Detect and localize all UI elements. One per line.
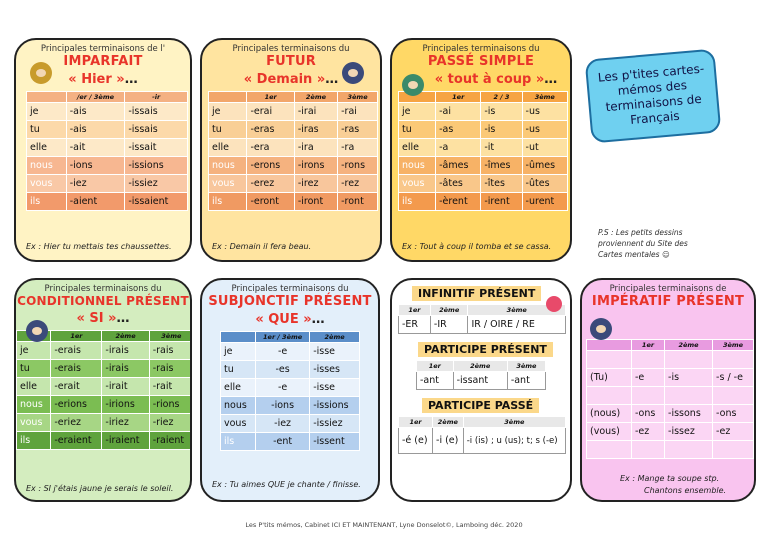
pronoun: je: [221, 343, 256, 361]
empty-cell: [713, 351, 754, 369]
infinitif-title: INFINITIF PRÉSENT: [412, 286, 541, 301]
ending: -ions: [66, 157, 125, 175]
ending: -irent: [481, 193, 522, 211]
pronoun: nous: [221, 397, 256, 415]
ending: -es: [256, 361, 310, 379]
empty-cell: [665, 441, 713, 459]
ending: -it: [481, 139, 522, 157]
pronoun: vous: [17, 414, 51, 432]
header-cell: 2ème: [102, 331, 149, 342]
ending: -irais: [102, 360, 149, 378]
ending: -ai: [436, 103, 481, 121]
header-cell: 1er: [417, 361, 454, 372]
header-cell: 1er: [247, 92, 294, 103]
conjugation-table: [220, 331, 360, 451]
ending: -ez: [631, 423, 664, 441]
ending: -iront: [294, 193, 337, 211]
pronoun: ils: [17, 432, 51, 450]
subjonctif-card: Principales terminaisons du SUBJONCTIF PRÉSENT « QUE »… 1er / 3ème 2ème je -e -isse tu -es -isses elle -e -isse nous -ions -issions vous -iez -issiez ils -ent -issent Ex : Tu aimes QUE je chante / finisse.: [200, 278, 380, 502]
ending: -issions: [125, 157, 188, 175]
conditionnel-card: Principales terminaisons du CONDITIONNEL PRÉSENT « SI »… 1er 2ème 3ème je -erais -irais -rais tu -erais -irais -rais elle -erait -irait -rait nous -erions -irions -rions vous -eriez -iriez -riez ils -eraient -iraient -raient Ex : SI j'étais jaune je serais le soleil.: [14, 278, 192, 502]
ending: -âtes: [436, 175, 481, 193]
futur-card: Principales terminaisons du FUTUR « Demain »… 1er 2ème 3ème je -erai -irai -rai tu -eras -iras -ras elle -era -ira -ra nous -erons -irons -rons vous -erez -irez -rez ils -eront -iront -ront Ex : Demain il fera beau.: [200, 38, 382, 262]
pronoun: vous: [221, 415, 256, 433]
header-cell: 3ème: [463, 417, 565, 428]
conjugation-table: [16, 330, 192, 450]
ending: -rais: [149, 342, 192, 360]
card-example: Chantons ensemble.: [644, 486, 727, 495]
ending: -irait: [102, 378, 149, 396]
pronoun: vous: [209, 175, 247, 193]
conjugation-table: [586, 339, 754, 459]
card-example: Ex : SI j'étais jaune je serais le soleil.: [26, 484, 174, 493]
ending: -eras: [247, 121, 294, 139]
ending: -ira: [294, 139, 337, 157]
ending: -iez: [256, 415, 310, 433]
ending: -us: [522, 121, 567, 139]
header-cell: 2ème: [453, 361, 507, 372]
mascot-icon: [402, 74, 424, 96]
ending: -ant: [507, 372, 545, 390]
pronoun: elle: [399, 139, 436, 157]
ending: -is: [665, 369, 713, 387]
passe-simple-card: Principales terminaisons du PASSÉ SIMPLE « tout à coup »… 1er 2 / 3 3ème je -ai -is -us tu -as -is -us elle -a -it -ut nous -âmes -îmes -ûmes vous -âtes -îtes -ûtes ils -èrent -irent -urent Ex : Tout à coup il tomba et se cassa.: [390, 38, 572, 262]
empty-cell: [713, 441, 754, 459]
ending: -e: [256, 379, 310, 397]
ending: -issaient: [125, 193, 188, 211]
ending: -erais: [51, 342, 102, 360]
ending: -era: [247, 139, 294, 157]
pirate-mascot-icon: [30, 62, 52, 84]
card-title: IMPARFAIT: [63, 54, 143, 69]
ending: -urent: [522, 193, 567, 211]
pronoun: elle: [17, 378, 51, 396]
card-title: PASSÉ SIMPLE: [427, 54, 535, 69]
pronoun: nous: [27, 157, 67, 175]
header-cell: 3ème: [507, 361, 545, 372]
pink-bird-icon: [546, 296, 562, 312]
header-cell: 2 / 3: [481, 92, 522, 103]
ending: -erez: [247, 175, 294, 193]
header-cell: 2ème: [665, 340, 713, 351]
ending: -s / -e: [713, 369, 754, 387]
ending: -iras: [294, 121, 337, 139]
pronoun: je: [27, 103, 67, 121]
ending: -iez: [66, 175, 125, 193]
card-title: IMPÉRATIF PRÉSENT: [591, 294, 745, 309]
ending: -erais: [51, 360, 102, 378]
ending: -irons: [294, 157, 337, 175]
pronoun: je: [399, 103, 436, 121]
empty-cell: [587, 441, 632, 459]
card-example: Ex : Hier tu mettais tes chaussettes.: [26, 242, 172, 251]
header-cell: [587, 340, 632, 351]
ending: -issent: [310, 433, 360, 451]
empty-cell: [631, 351, 664, 369]
ending: -irez: [294, 175, 337, 193]
card-subtitle: Principales terminaisons du: [422, 44, 540, 54]
ending: -issais: [125, 121, 188, 139]
card-example: Ex : Tout à coup il tomba et se cassa.: [402, 242, 552, 251]
empty-cell: [587, 351, 632, 369]
ending: -isse: [310, 343, 360, 361]
ending: -raient: [149, 432, 192, 450]
ending: -rait: [149, 378, 192, 396]
ending: IR / OIRE / RE: [468, 316, 566, 334]
pronoun: ils: [221, 433, 256, 451]
ending: -rais: [149, 360, 192, 378]
ending: -is: [481, 103, 522, 121]
participe-present-table: [416, 360, 546, 390]
pronoun: elle: [221, 379, 256, 397]
ending: -as: [436, 121, 481, 139]
ending: -erai: [247, 103, 294, 121]
ending: -irai: [294, 103, 337, 121]
header-cell: 3ème: [338, 92, 378, 103]
card-keyword: « QUE »: [255, 312, 312, 327]
header-cell: 1er: [399, 417, 433, 428]
ending: -erons: [247, 157, 294, 175]
ending: -ras: [338, 121, 378, 139]
header-cell: 2ème: [433, 417, 464, 428]
header-cell: 3ème: [149, 331, 192, 342]
ending: -issait: [125, 139, 188, 157]
ending: -a: [436, 139, 481, 157]
pronoun: elle: [27, 139, 67, 157]
header-cell: 3ème: [713, 340, 754, 351]
ending: -issons: [665, 405, 713, 423]
participe-passe-title: PARTICIPE PASSÉ: [422, 398, 539, 413]
imparfait-card: Principales terminaisons de l' IMPARFAIT « Hier »… /er / 3ème -ir je -ais -issais tu -ais -issais elle -ait -issait nous -ions -issions vous -iez -issiez ils -aient -issaient Ex : Hier tu mettais tes chaussettes.: [14, 38, 192, 262]
ending: -ons: [631, 405, 664, 423]
ending: -isses: [310, 361, 360, 379]
ending: -is: [481, 121, 522, 139]
ending: -é (e): [399, 428, 433, 454]
ending: -rai: [338, 103, 378, 121]
card-example: Ex : Demain il fera beau.: [212, 242, 312, 251]
ending: -e: [631, 369, 664, 387]
ending: -e: [256, 343, 310, 361]
ending: -erions: [51, 396, 102, 414]
ending: -rons: [338, 157, 378, 175]
pronoun: tu: [221, 361, 256, 379]
conjugation-table: [26, 91, 188, 211]
pronoun: nous: [209, 157, 247, 175]
ending: -eraient: [51, 432, 102, 450]
card-title: SUBJONCTIF PRÉSENT: [208, 294, 372, 309]
ending: -âmes: [436, 157, 481, 175]
header-cell: 1er: [51, 331, 102, 342]
card-keyword: « SI »: [76, 311, 117, 326]
ending: -rez: [338, 175, 378, 193]
ending: -issiez: [310, 415, 360, 433]
mascot-icon: [590, 318, 612, 340]
header-cell: 1er / 3ème: [256, 332, 310, 343]
ending: -riez: [149, 414, 192, 432]
header-cell: 1er: [631, 340, 664, 351]
pronoun: vous: [27, 175, 67, 193]
ending: -issant: [453, 372, 507, 390]
empty-cell: [631, 387, 664, 405]
ending: -issions: [310, 397, 360, 415]
ending: -iraient: [102, 432, 149, 450]
empty-cell: [631, 441, 664, 459]
infinitif-table: [398, 304, 566, 334]
imperatif-card: [580, 278, 756, 502]
ending: -ant: [417, 372, 454, 390]
pronoun: nous: [399, 157, 436, 175]
ending: -irais: [102, 342, 149, 360]
pronoun: je: [17, 342, 51, 360]
pronoun: ils: [399, 193, 436, 211]
pronoun: nous: [17, 396, 51, 414]
ending: -eriez: [51, 414, 102, 432]
header-cell: [221, 332, 256, 343]
collection-title-card: Les p'tites cartes-mémos des terminaisons de Français: [585, 48, 722, 143]
conjugation-table: [398, 91, 568, 211]
card-title: CONDITIONNEL PRÉSENT: [17, 294, 189, 308]
ending: -isse: [310, 379, 360, 397]
empty-cell: [713, 387, 754, 405]
header-cell: 2ème: [430, 305, 468, 316]
header-cell: 2ème: [294, 92, 337, 103]
card-subtitle: Principales terminaisons du: [44, 284, 162, 294]
empty-cell: [665, 387, 713, 405]
pronoun: tu: [27, 121, 67, 139]
ending: -îmes: [481, 157, 522, 175]
empty-cell: [665, 351, 713, 369]
card-subtitle: Principales terminaisons du: [232, 44, 350, 54]
header-cell: 3ème: [468, 305, 566, 316]
ending: -i (is) ; u (us); t; s (-e): [463, 428, 565, 454]
ending: -us: [522, 103, 567, 121]
ending: -IR: [430, 316, 468, 334]
credits-note: P.S : Les petits dessins proviennent du Site des Cartes mentales ☺: [598, 228, 688, 259]
ending: -ER: [399, 316, 431, 334]
ending: -ront: [338, 193, 378, 211]
pronoun: elle: [209, 139, 247, 157]
ending: -ent: [256, 433, 310, 451]
header-cell: -ir: [125, 92, 188, 103]
empty-cell: [587, 387, 632, 405]
pronoun: ils: [209, 193, 247, 211]
header-cell: 1er: [399, 305, 431, 316]
mascot-icon: [26, 320, 48, 342]
card-keyword: « Demain »: [243, 72, 326, 87]
header-cell: [209, 92, 247, 103]
pronoun: vous: [399, 175, 436, 193]
pronoun: tu: [399, 121, 436, 139]
ending: -ions: [256, 397, 310, 415]
ending: -irions: [102, 396, 149, 414]
pronoun: je: [209, 103, 247, 121]
header-cell: 1er: [436, 92, 481, 103]
header-cell: 2ème: [310, 332, 360, 343]
card-example: Ex : Mange ta soupe stp.: [620, 474, 720, 483]
ending: -ez: [713, 423, 754, 441]
ending: -issais: [125, 103, 188, 121]
ending: -issez: [665, 423, 713, 441]
pronoun: tu: [17, 360, 51, 378]
card-subtitle: Principales terminaisons de: [609, 284, 727, 294]
ending: -ait: [66, 139, 125, 157]
pronoun: (Tu): [587, 369, 632, 387]
header-cell: 3ème: [522, 92, 567, 103]
ending: -ons: [713, 405, 754, 423]
ending: -erait: [51, 378, 102, 396]
card-example: Ex : Tu aimes QUE je chante / finisse.: [212, 480, 361, 489]
ending: -ais: [66, 121, 125, 139]
card-title: FUTUR: [266, 54, 316, 69]
ending: -i (e): [433, 428, 464, 454]
pronoun: ils: [27, 193, 67, 211]
ending: -îtes: [481, 175, 522, 193]
ending: -eront: [247, 193, 294, 211]
ending: -iriez: [102, 414, 149, 432]
header-cell: [27, 92, 67, 103]
card-subtitle: Principales terminaisons du: [231, 284, 349, 294]
ending: -ra: [338, 139, 378, 157]
ending: -issiez: [125, 175, 188, 193]
participe-present-title: PARTICIPE PRÉSENT: [418, 342, 553, 357]
ending: -èrent: [436, 193, 481, 211]
astronaut-mascot-icon: [342, 62, 364, 84]
pronoun: tu: [209, 121, 247, 139]
pronoun: (nous): [587, 405, 632, 423]
card-subtitle: Principales terminaisons de l': [40, 44, 166, 54]
ending: -rions: [149, 396, 192, 414]
ending: -aient: [66, 193, 125, 211]
infinitif-participes-card: [390, 278, 572, 502]
pronoun: (vous): [587, 423, 632, 441]
conjugation-table: [208, 91, 378, 211]
header-cell: /er / 3ème: [66, 92, 125, 103]
card-keyword: « tout à coup »: [434, 72, 545, 87]
card-keyword: « Hier »: [68, 72, 125, 87]
ending: -ais: [66, 103, 125, 121]
ending: -ut: [522, 139, 567, 157]
footer-credits: Les P'tits mémos, Cabinet ICI ET MAINTENANT, Lyne Donselot©, Lamboing déc. 2020: [245, 521, 523, 529]
ending: -ûtes: [522, 175, 567, 193]
ending: -ûmes: [522, 157, 567, 175]
participe-passe-table: [398, 416, 566, 454]
